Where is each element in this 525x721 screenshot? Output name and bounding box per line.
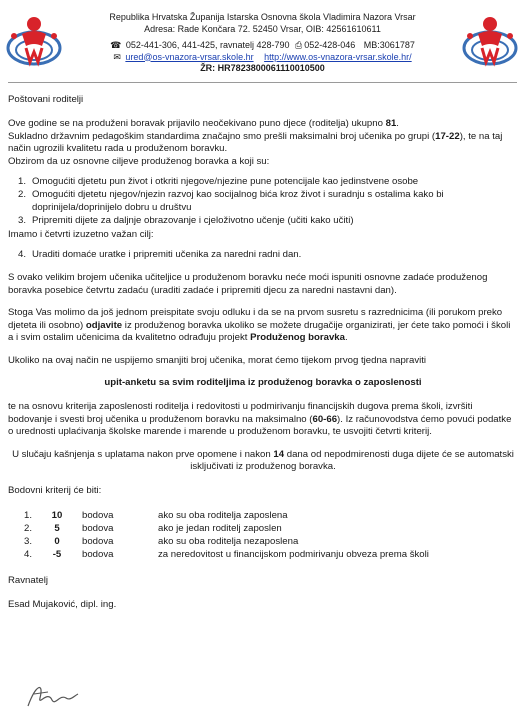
request-end: . bbox=[344, 332, 348, 344]
fax-number: 052-428-046 bbox=[304, 40, 356, 50]
mb-number: MB:3061787 bbox=[363, 40, 415, 50]
goal-text: Pripremiti dijete za daljnje obrazovanje i cjeloživotno učenje (učiti kako učiti) bbox=[32, 215, 354, 227]
envelope-icon: ✉ bbox=[113, 51, 121, 62]
scoring-text: te na osnovu kriterija zaposlenosti roditelja i redovitosti u podmirivanju financijskih dugova prema školi, izvršiti bodovanje i svesti broj učenika u produženom boravku na maksimalno ( bbox=[8, 401, 473, 425]
goal-text: Omogućiti djetetu pun život i otkriti njegove/njezine pune potencijale kao jedinstvene osobe bbox=[32, 176, 419, 188]
paragraph-late-payment bbox=[8, 449, 518, 474]
list-item bbox=[8, 249, 518, 261]
fax-icon: ⎙ bbox=[295, 40, 303, 50]
letter-body bbox=[8, 94, 518, 611]
criteria-index: 4. bbox=[24, 549, 33, 561]
paragraph-standards bbox=[8, 131, 518, 156]
fourth-goal-list bbox=[8, 249, 518, 261]
survey-heading: upit-anketu sa svim roditeljima iz produženog boravka o zaposlenosti bbox=[104, 376, 422, 388]
school-logo-right bbox=[460, 12, 520, 70]
request-text: Stoga Vas molimo da još jednom preispitate svoju odluku i da se na prvom susretu s razrednicima (ili porukom preko djeteta ili osobno) bbox=[8, 307, 503, 331]
contact-phones-row bbox=[70, 40, 455, 52]
goal-number: 2. bbox=[18, 189, 27, 201]
header-divider bbox=[8, 82, 517, 83]
group-size-range: 17-22 bbox=[435, 130, 460, 142]
phone-numbers: 052-441-306, 441-425, ravnatelj 428-790 bbox=[125, 40, 290, 50]
list-item bbox=[8, 189, 518, 214]
goal-text: Uraditi domaće uratke i pripremiti učenika za naredni radni dan. bbox=[32, 249, 302, 261]
goal-number: 1. bbox=[18, 176, 27, 188]
paragraph-goals-intro: Obzirom da uz osnovne ciljeve produženog boravka a koji su: bbox=[8, 155, 270, 167]
email-link[interactable]: ured@os-vnazora-vrsar.skole.hr bbox=[125, 51, 254, 62]
max-students-range: 60-66 bbox=[312, 413, 338, 425]
signature-role: Ravnatelj bbox=[8, 574, 48, 586]
enrollment-end: . bbox=[396, 118, 399, 130]
contact-web-row bbox=[70, 52, 455, 64]
days-count: 14 bbox=[273, 448, 285, 460]
criteria-unit: bodova bbox=[82, 522, 114, 534]
goals-list bbox=[8, 176, 518, 228]
enrollment-text: Ove godine se na produženi boravak prijavilo neočekivano puno djece (roditelja) ukupno bbox=[8, 118, 386, 130]
criteria-description: ako su oba roditelja nezaposlena bbox=[158, 536, 299, 548]
school-address: Adresa: Rade Končara 72. 52450 Vrsar, OIB: 42561610611 bbox=[144, 23, 381, 34]
goal-number: 4. bbox=[18, 249, 27, 261]
enrollment-count: 81 bbox=[385, 118, 397, 130]
website-link[interactable]: http://www.os-vnazora-vrsar.skole.hr/ bbox=[264, 51, 412, 62]
school-logo-left bbox=[4, 12, 64, 70]
table-row bbox=[8, 510, 518, 523]
table-row bbox=[8, 549, 518, 562]
telephone-icon: ☎ bbox=[110, 40, 122, 50]
paragraph-scoring bbox=[8, 401, 518, 438]
criteria-points: 5 bbox=[54, 522, 60, 534]
criteria-unit: bodova bbox=[82, 509, 114, 521]
goal-number: 3. bbox=[18, 215, 27, 227]
school-info bbox=[70, 12, 455, 75]
paragraph-capacity: S ovako velikim brojem učenika učiteljice u produženom boravku neće moći ispuniti osnovne zadaće produženog boravka posebice četvrtu zadaću (uraditi zadaće i pripremiti djecu za naredni nastavni dan). bbox=[8, 272, 488, 296]
list-item bbox=[8, 176, 518, 188]
criteria-description: za neredovitost u financijskom podmirivanju obveza prema školi bbox=[158, 549, 429, 561]
list-item bbox=[8, 215, 518, 227]
project-name: Produženog boravka bbox=[250, 332, 345, 344]
late-payment-text: U slučaju kašnjenja s uplatama nakon prve opomene i nakon bbox=[12, 448, 274, 460]
criteria-index: 2. bbox=[24, 522, 33, 534]
signature-name: Esad Mujaković, dipl. ing. bbox=[8, 598, 117, 610]
request-text-2: iz produženog boravka ukoliko se možete drugačije organizirati, jer ćete tako pomoći i školi a i svim ostalim učenicima da kvalitetno odrađuju projekt bbox=[8, 319, 511, 344]
criteria-unit: bodova bbox=[82, 536, 114, 548]
criteria-index: 1. bbox=[24, 509, 33, 521]
paragraph-fourth-goal-intro: Imamo i četvrti izuzetno važan cilj: bbox=[8, 228, 154, 240]
criteria-title: Bodovni kriterij će biti: bbox=[8, 485, 102, 497]
handwritten-signature bbox=[22, 676, 82, 716]
criteria-description: ako su oba roditelja zaposlena bbox=[158, 509, 288, 521]
greeting: Poštovani roditelji bbox=[8, 94, 84, 105]
unsubscribe-word: odjavite bbox=[85, 319, 123, 331]
letterhead bbox=[0, 0, 525, 88]
table-row bbox=[8, 523, 518, 536]
criteria-index: 3. bbox=[24, 536, 33, 548]
paragraph-request bbox=[8, 307, 518, 344]
criteria-points: -5 bbox=[52, 549, 62, 561]
goal-text: Omogućiti djetetu njegov/njezin razvoj kao socijalnog bića kroz život i suradnju s ostalima kako bi doprinijela/doprinijelo dobru u društvu bbox=[32, 189, 444, 213]
late-payment-end: dana od nepodmirenosti duga dijete će se automatski isključivati iz produženog boravka. bbox=[190, 448, 514, 472]
criteria-description: ako je jedan roditelj zaposlen bbox=[158, 522, 282, 534]
standards-text: Sukladno državnim pedagoškim standardima značajno smo prešli maksimalni broj učenika po grupi ( bbox=[8, 130, 436, 142]
criteria-points: 0 bbox=[54, 536, 60, 548]
paragraph-survey-intro: Ukoliko na ovaj način ne uspijemo smanjiti broj učenika, morat ćemo tijekom prvog tjedna napraviti bbox=[8, 354, 427, 366]
school-name: Republika Hrvatska Županija Istarska Osnovna škola Vladimira Nazora Vrsar bbox=[109, 12, 416, 22]
criteria-unit: bodova bbox=[82, 549, 114, 561]
criteria-table bbox=[8, 510, 518, 563]
scoring-end: ). Iz računovodstva ćemo povući podatke o urednosti uplaćivanja školske marende i marende u produženom boravku, te usvojiti četvrti kriterij. bbox=[8, 413, 512, 438]
table-row bbox=[8, 536, 518, 549]
bank-account: ŽR: HR7823800061110010500 bbox=[200, 63, 325, 73]
paragraph-enrollment bbox=[8, 118, 518, 130]
standards-end: ), te na taj način ugrozili kvalitetu rada u produženom boravku. bbox=[8, 130, 503, 155]
criteria-points: 10 bbox=[51, 509, 63, 521]
